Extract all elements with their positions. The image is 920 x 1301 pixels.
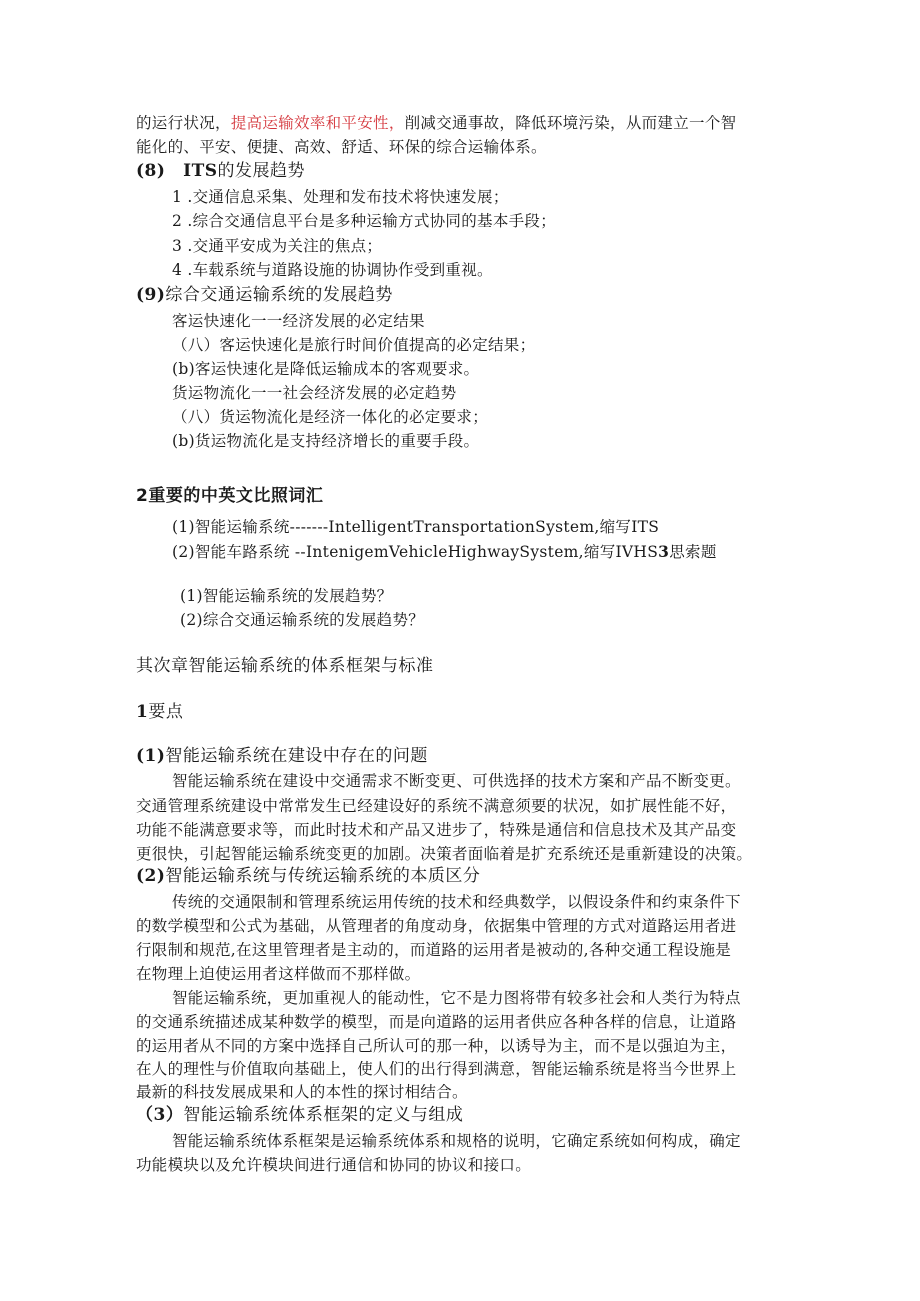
paragraph-line: 的数学模型和公式为基础，从管理者的角度动身，依据集中管理的方式对道路运用者进 [136, 917, 737, 935]
intro-line-1 [136, 112, 736, 134]
section-number: 1 [136, 702, 149, 722]
vocab-item [172, 541, 717, 563]
paragraph-line: （八）货运物流化是经济一体化的必定要求； [172, 408, 489, 426]
vocab-item: (1)智能运输系统-------IntelligentTransportationSystem,缩写ITS [172, 518, 660, 536]
paragraph-line: 功能不能满意要求等，而此时技术和产品又进步了，特殊是通信和信息技术及其产品变 [136, 821, 737, 839]
paragraph-line: 交通管理系统建设中常常发生已经建设好的系统不满意须要的状况，如扩展性能不好， [136, 797, 737, 815]
intro-text: 的运行状况， [136, 114, 231, 132]
intro-text: 削减交通事故，降低环境污染，从而建立一个智 [404, 114, 737, 132]
section-label: 要点 [148, 702, 184, 722]
section-number: （3） [136, 1105, 184, 1125]
paragraph-line: 的运用者从不同的方案中选择自己所认可的那一种，以诱导为主，而不是以强迫为主， [136, 1037, 737, 1055]
section-9-heading [136, 284, 393, 306]
paragraph-line: 智能运输系统在建设中交通需求不断变更、可供选择的技术方案和产品不断变更。 [172, 772, 741, 790]
paragraph-line: 货运物流化一一社会经济发展的必定趋势 [172, 384, 457, 402]
list-item: 1 .交通信息采集、处理和发布技术将快速发展； [172, 188, 509, 206]
section-label: 智能运输系统在建设中存在的问题 [165, 746, 428, 766]
vocab-text: (2)智能车路系统 --IntenigemVehicleHighwaySystem,缩写IVHS [172, 543, 659, 561]
paragraph-line: 行限制和规范,在这里管理者是主动的，而道路的运用者是被动的,各种交通工程设施是 [136, 941, 732, 959]
paragraph-line: 智能运输系统，更加重视人的能动性，它不是力图将带有较多社会和人类行为特点 [172, 989, 741, 1007]
section-label-bold: ITS [183, 161, 218, 181]
paragraph-line: 在物理上迫使运用者这样做而不那样做。 [136, 965, 421, 983]
paragraph-line: 最新的科技发展成果和人的本性的探讨相结合。 [136, 1083, 468, 1101]
list-item: 3 .交通平安成为关注的焦点； [172, 237, 383, 255]
point-1-heading [136, 745, 428, 767]
section-label: 智能运输系统与传统运输系统的本质区分 [165, 866, 481, 886]
point-3-heading [136, 1104, 463, 1126]
paragraph-line: 在人的理性与价值取向基础上，使人们的出行得到满意，智能运输系统是将当今世界上 [136, 1060, 737, 1078]
section-label: 智能运输系统体系框架的定义与组成 [183, 1105, 464, 1125]
highlighted-text: 提高运输效率和平安性， [230, 114, 405, 132]
paragraph-line: (b)货运物流化是支持经济增长的重要手段。 [172, 432, 480, 450]
vocab-heading: 2重要的中英文比照词汇 [136, 486, 324, 506]
vocab-number: 3 [658, 542, 670, 561]
chapter-title: 其次章智能运输系统的体系框架与标准 [136, 656, 434, 676]
paragraph-line: 客运快速化一一经济发展的必定结果 [172, 312, 425, 330]
vocab-text: 思索题 [669, 543, 717, 561]
section-label: 的发展趋势 [217, 161, 306, 181]
section-label: 综合交通运输系统的发展趋势 [165, 285, 393, 305]
paragraph-line: 更很快，引起智能运输系统变更的加剧。决策者面临着是扩充系统还是重新建设的决策。 [136, 845, 753, 863]
section-8-heading [136, 160, 305, 182]
paragraph-line: 功能模块以及允许模块间进行通信和协同的协议和接口。 [136, 1156, 532, 1174]
paragraph-line: 的交通系统描述成某种数学的模型，而是向道路的运用者供应各种各样的信息，让道路 [136, 1013, 737, 1031]
point-2-heading [136, 865, 480, 887]
points-heading [136, 701, 183, 723]
question-item: (1)智能运输系统的发展趋势？ [180, 587, 393, 605]
paragraph-line: 智能运输系统体系框架是运输系统体系和规格的说明，它确定系统如何构成，确定 [172, 1132, 741, 1150]
section-number: (8) [136, 161, 166, 181]
list-item: 2 .综合交通信息平台是多种运输方式协同的基本手段； [172, 212, 557, 230]
intro-line-2: 能化的、平安、便捷、高效、舒适、环保的综合运输体系。 [136, 138, 547, 156]
section-number: (9) [136, 285, 166, 305]
paragraph-line: 传统的交通限制和管理系统运用传统的技术和经典数学，以假设条件和约束条件下 [172, 893, 741, 911]
paragraph-line: (b)客运快速化是降低运输成本的客观要求。 [172, 360, 480, 378]
section-number: (2) [136, 866, 166, 886]
section-number: (1) [136, 746, 166, 766]
paragraph-line: （八）客运快速化是旅行时间价值提高的必定结果； [172, 336, 536, 354]
question-item: (2)综合交通运输系统的发展趋势？ [180, 611, 425, 629]
list-item: 4 .车载系统与道路设施的协调协作受到重视。 [172, 261, 493, 279]
